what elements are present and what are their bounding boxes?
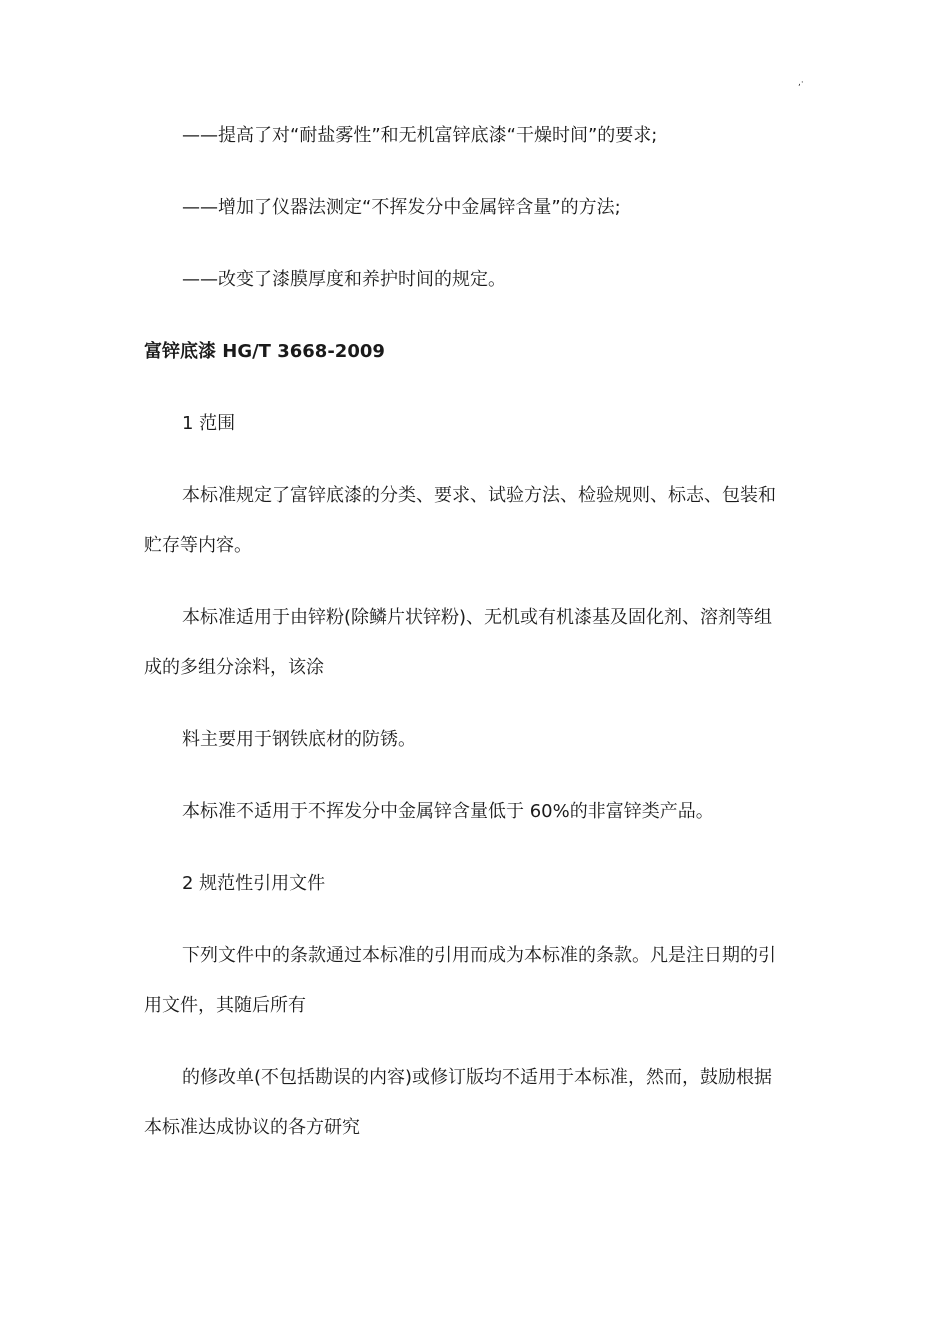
- references-paragraph-1-line-2: 用文件，其随后所有: [144, 995, 306, 1016]
- scope-paragraph-1-line-1: 本标准规定了富锌底漆的分类、要求、试验方法、检验规则、标志、包装和: [182, 485, 776, 506]
- section-2-heading: 2 规范性引用文件: [182, 873, 326, 894]
- revision-item-film-thickness: ——改变了漆膜厚度和养护时间的规定。: [182, 269, 506, 290]
- revision-item-zinc-content: ——增加了仪器法测定“不挥发分中金属锌含量”的方法;: [182, 197, 621, 218]
- scope-paragraph-1-line-2: 贮存等内容。: [144, 535, 252, 556]
- references-paragraph-1-line-1: 下列文件中的条款通过本标准的引用而成为本标准的条款。凡是注日期的引: [182, 945, 776, 966]
- section-1-heading: 1 范围: [182, 413, 236, 434]
- scope-paragraph-2-line-1: 本标准适用于由锌粉(除鳞片状锌粉)、无机或有机漆基及固化剂、溶剂等组: [182, 607, 773, 628]
- scope-paragraph-2-line-2: 成的多组分涂料，该涂: [144, 657, 324, 678]
- page-header-mark: ,·: [798, 78, 804, 88]
- scope-paragraph-4: 本标准不适用于不挥发分中金属锌含量低于 60%的非富锌类产品。: [182, 801, 714, 822]
- revision-item-salt-spray: ——提高了对“耐盐雾性”和无机富锌底漆“干燥时间”的要求;: [182, 125, 658, 146]
- references-paragraph-2-line-2: 本标准达成协议的各方研究: [144, 1117, 360, 1138]
- standard-title: 富锌底漆 HG/T 3668-2009: [144, 341, 385, 362]
- scope-paragraph-3: 料主要用于钢铁底材的防锈。: [182, 729, 416, 750]
- references-paragraph-2-line-1: 的修改单(不包括勘误的内容)或修订版均不适用于本标准，然而，鼓励根据: [182, 1067, 773, 1088]
